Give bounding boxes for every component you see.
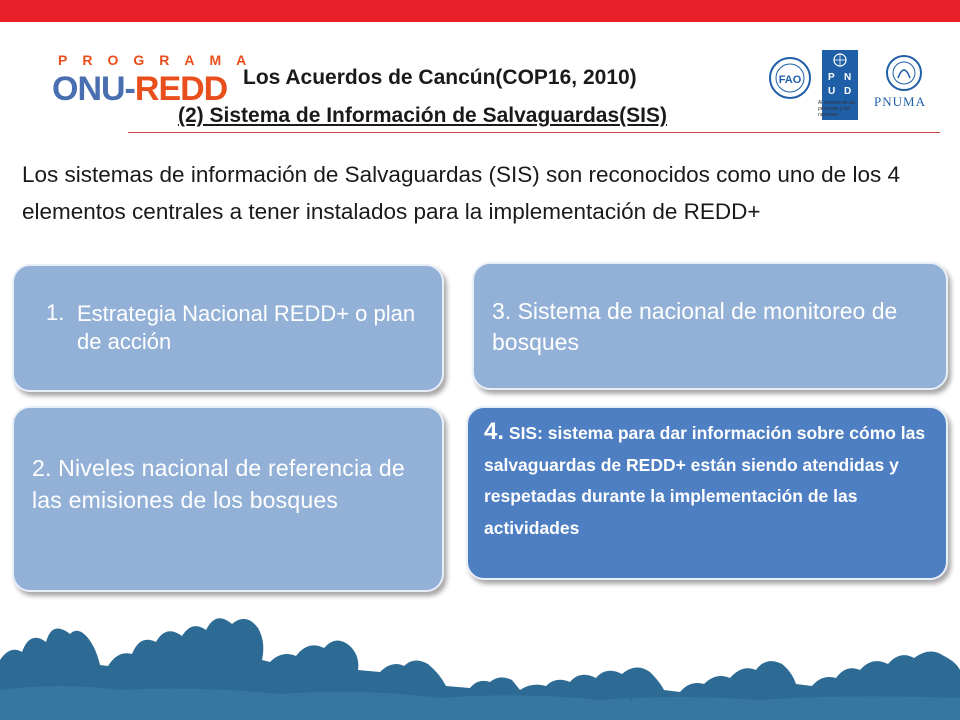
pnud-letter-p: P xyxy=(828,72,835,83)
logo-redd: REDD xyxy=(134,70,228,108)
pnuma-logo xyxy=(866,54,946,114)
element-card-3 xyxy=(472,262,948,390)
element-card-4-text: SIS: sistema para dar información sobre cómo las salvaguardas de REDD+ están siendo atendidas y respetadas durante la implementación de las actividades xyxy=(484,423,926,538)
element-card-4-content xyxy=(484,416,934,544)
top-red-bar xyxy=(0,0,960,22)
pnud-letter-d: D xyxy=(844,86,852,97)
element-card-1-number: 1. xyxy=(46,300,65,325)
slide-title-line1: Los Acuerdos de Cancún(COP16, 2010) xyxy=(243,66,637,89)
un-emblem-icon xyxy=(822,52,858,68)
pnud-tagline: Al servicio de las personas y las naciones xyxy=(818,100,856,118)
fao-logo-text: FAO xyxy=(778,74,802,86)
element-card-4-sis xyxy=(466,406,948,580)
pnud-letter-n: N xyxy=(844,72,852,83)
intro-paragraph: Los sistemas de información de Salvaguardas (SIS) son reconocidos como uno de los 4 elementos centrales a tener instalados para la implementación de REDD+ xyxy=(22,162,900,224)
pnuma-emblem-icon xyxy=(884,54,924,92)
element-card-2 xyxy=(12,406,444,592)
onu-redd-logo xyxy=(52,52,262,112)
logo-programa-text: PROGRAMA xyxy=(58,52,262,68)
slide-title-line2: (2) Sistema de Información de Salvaguardas(SIS) xyxy=(178,104,667,127)
forest-silhouette-image xyxy=(0,590,960,720)
element-card-3-text: 3. Sistema de nacional de monitoreo de bosques xyxy=(492,298,898,355)
title-divider xyxy=(128,132,940,133)
element-card-4-number: 4. xyxy=(484,418,505,445)
element-card-2-text: 2. Niveles nacional de referencia de las emisiones de los bosques xyxy=(32,455,405,513)
logo-onu: ONU- xyxy=(52,70,135,108)
pnud-letter-u: U xyxy=(828,86,836,97)
element-card-1 xyxy=(12,264,444,392)
pnuma-label: PNUMA xyxy=(874,94,926,109)
fao-logo-icon xyxy=(768,56,812,100)
element-card-1-text: Estrategia Nacional REDD+ o plan de acción xyxy=(77,301,416,354)
